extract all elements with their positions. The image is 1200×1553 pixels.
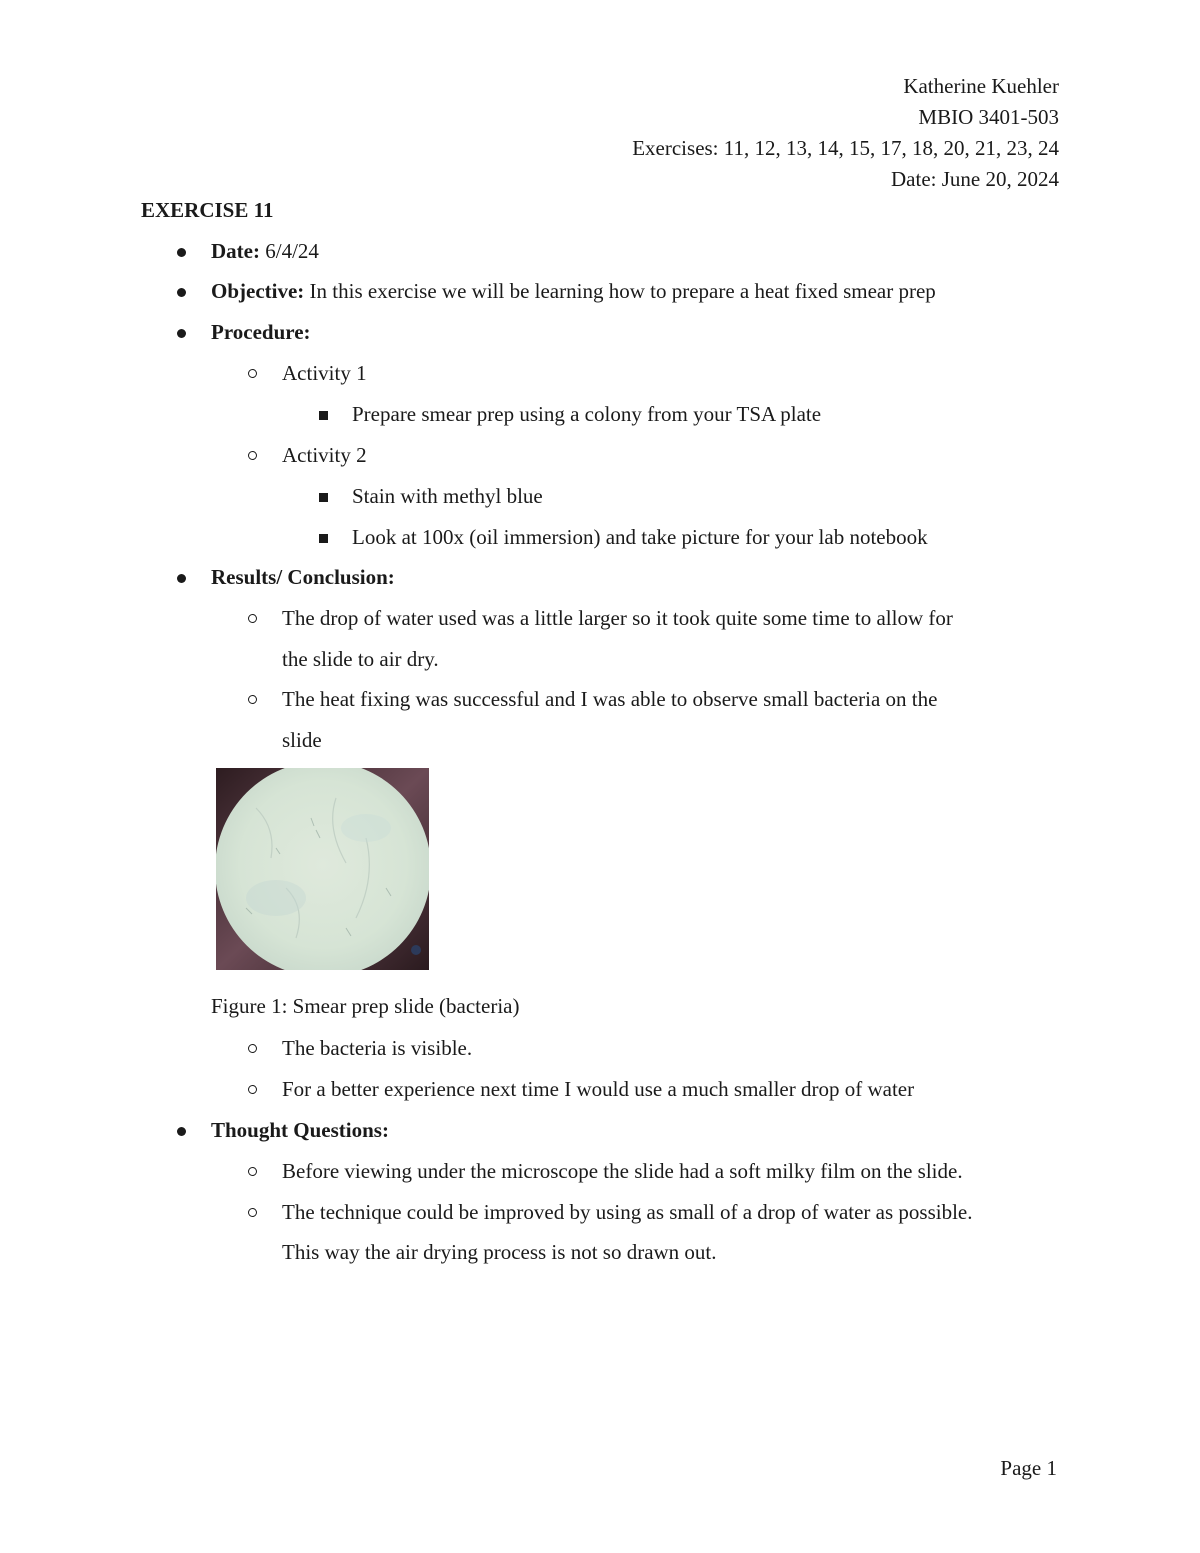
header-date: Date: June 20, 2024 [891,167,1059,191]
list-item-procedure [211,317,311,348]
bullet-dot-icon [177,288,186,297]
bullet-circle-icon [248,451,257,460]
activity-2-step-text: Stain with methyl blue [352,484,543,508]
bullet-dot-icon [177,1127,186,1136]
list-item-thought-questions [211,1115,389,1146]
list-item-results [211,562,395,593]
result-item [282,603,953,634]
result-text: The bacteria is visible. [282,1036,473,1060]
result-text: The heat fixing was successful and I was able to observe small bacteria on the [282,687,938,711]
list-item-objective [211,276,936,307]
result-item [282,684,937,715]
bullet-square-icon [319,411,328,420]
figure-caption: Figure 1: Smear prep slide (bacteria) [211,994,520,1018]
activity-1-step-text: Prepare smear prep using a colony from your TSA plate [352,402,822,426]
thought-text: The technique could be improved by using as small of a drop of water as possible. [282,1200,973,1224]
objective-text: In this exercise we will be learning how to prepare a heat fixed smear prep [309,279,936,303]
exercise-title: EXERCISE 11 [141,198,274,222]
activity-2-step [352,481,543,512]
smear-slide-photo [216,768,429,970]
date-label: Date: [211,239,260,263]
activity-2-label: Activity 2 [282,443,367,467]
activity-1-step [352,399,821,430]
course-code: MBIO 3401-503 [918,105,1059,129]
activity-1-label: Activity 1 [282,361,367,385]
bullet-circle-icon [248,614,257,623]
result-text: For a better experience next time I would use a much smaller drop of water [282,1077,915,1101]
result-item [282,1074,914,1105]
bullet-dot-icon [177,574,186,583]
result-item [282,1033,472,1064]
bullet-circle-icon [248,695,257,704]
activity-2-step [352,522,928,553]
author-name: Katherine Kuehler [903,74,1059,98]
thought-text: Before viewing under the microscope the slide had a soft milky film on the slide. [282,1159,963,1183]
result-continuation: slide [282,728,322,752]
bullet-circle-icon [248,1044,257,1053]
exercises-list: Exercises: 11, 12, 13, 14, 15, 17, 18, 20, 21, 23, 24 [632,136,1059,160]
activity-1 [282,358,367,389]
bullet-dot-icon [177,329,186,338]
thought-continuation: This way the air drying process is not so drawn out. [282,1240,717,1264]
list-item-date [211,236,319,267]
bullet-circle-icon [248,369,257,378]
bullet-dot-icon [177,248,186,257]
bullet-circle-icon [248,1167,257,1176]
thought-label: Thought Questions: [211,1118,389,1142]
date-value: 6/4/24 [265,239,319,263]
bullet-circle-icon [248,1085,257,1094]
procedure-label: Procedure: [211,320,311,344]
thought-item [282,1156,963,1187]
thought-item [282,1197,973,1228]
activity-2 [282,440,367,471]
page-number: Page 1 [1000,1456,1057,1480]
bullet-circle-icon [248,1208,257,1217]
objective-label: Objective: [211,279,305,303]
result-continuation: the slide to air dry. [282,647,439,671]
results-label: Results/ Conclusion: [211,565,395,589]
microscope-field-image [216,768,429,970]
bullet-square-icon [319,493,328,502]
result-text: The drop of water used was a little larger so it took quite some time to allow for [282,606,953,630]
document-header [632,71,1059,195]
activity-2-step-text: Look at 100x (oil immersion) and take picture for your lab notebook [352,525,928,549]
bullet-square-icon [319,534,328,543]
